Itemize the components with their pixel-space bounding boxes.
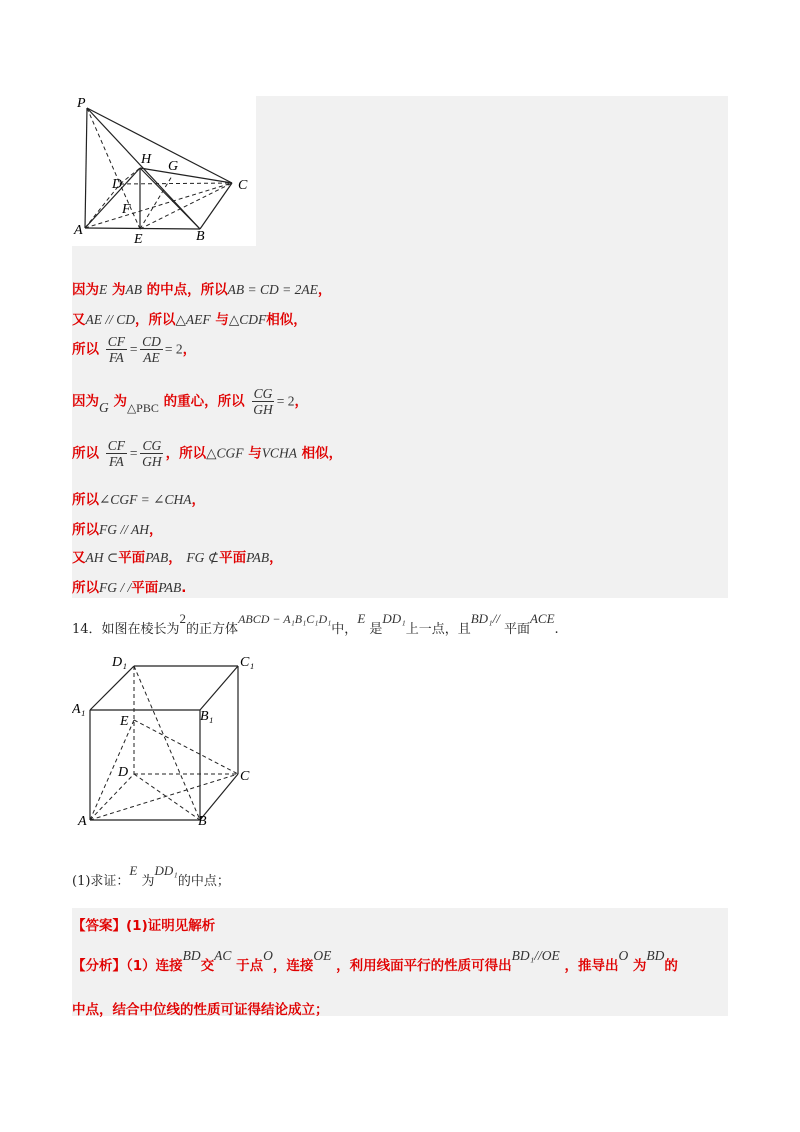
text: ， [317, 282, 332, 298]
proof-line-5 [72, 438, 342, 469]
math: E [357, 611, 366, 626]
text: 上一点，且 [405, 622, 471, 637]
label-A: A [78, 814, 87, 829]
label-D: D [118, 765, 129, 780]
math: E [129, 863, 138, 878]
proof-line-3 [72, 334, 196, 365]
text: 是 [369, 622, 383, 637]
math: PAB [158, 580, 182, 595]
text: 因为 [72, 393, 99, 410]
text: 的重心，所以 [163, 393, 245, 410]
proof-line-7 [72, 518, 163, 538]
numerator: CG [253, 386, 273, 401]
text: (1)求证： [72, 874, 130, 889]
text: 为 [632, 958, 647, 974]
text: 的正方体 [186, 622, 239, 637]
text: 相似， [266, 312, 307, 328]
math: O [618, 948, 629, 963]
label-E: E [120, 714, 129, 729]
text: 为 [141, 874, 155, 889]
fraction-cf-fa [106, 438, 127, 469]
numerator: CD [142, 334, 161, 349]
fraction-cg-gh [251, 386, 275, 417]
text: 又 [72, 312, 86, 328]
math: O [263, 948, 273, 963]
math: ABCD − A₁B₁C₁D₁ [238, 612, 332, 626]
math: ACE [529, 611, 555, 626]
figure-cube [72, 650, 272, 835]
math: AC [214, 948, 232, 963]
text: 平面 [131, 580, 159, 596]
numerator: CF [107, 334, 125, 349]
text: 14．如图在棱长为 [72, 622, 180, 637]
text: ， [294, 393, 309, 410]
text: 所以 [72, 522, 99, 538]
math: = [128, 341, 139, 357]
text: 所以 [72, 492, 99, 508]
math: △CGF [206, 445, 244, 461]
figure-pyramid [72, 96, 256, 246]
label-C: C [240, 769, 250, 784]
label-C: C [238, 178, 248, 193]
math: PAB [145, 550, 169, 565]
math: = [128, 445, 139, 461]
text: 所以 [72, 445, 99, 462]
math: AH ⊂ [85, 550, 119, 565]
math: BD [182, 948, 201, 963]
fraction-cg-gh [140, 438, 164, 469]
math: E [99, 282, 108, 297]
label-E: E [134, 232, 143, 246]
text: ， [168, 550, 182, 566]
label-D1: D₁ [112, 655, 127, 670]
text: ， [182, 341, 197, 358]
math: △PBC [126, 400, 159, 415]
math: DD₁ [382, 611, 406, 626]
text: ， [191, 492, 205, 508]
text: . [554, 622, 559, 637]
label-H: H [141, 152, 152, 167]
math: VCHA [261, 445, 297, 461]
math: FG // AH [99, 522, 149, 537]
math: ∠CGF = ∠CHA [99, 492, 192, 507]
answer-text: (1)证明见解析 [126, 918, 216, 934]
label-B: B [198, 814, 207, 829]
math: AB = CD = 2AE [227, 282, 318, 297]
numerator: CF [107, 438, 125, 453]
denominator: FA [108, 350, 124, 365]
text: 平面 [219, 550, 247, 566]
text: 所以 [72, 341, 99, 358]
answer-line [72, 914, 215, 934]
denominator: GH [253, 402, 273, 417]
math: AB [125, 282, 142, 297]
proof-line-9 [72, 576, 186, 596]
question-1 [72, 863, 230, 889]
label-P: P [77, 96, 86, 111]
fraction-cf-fa [106, 334, 127, 365]
text: （1）连接 [126, 958, 183, 974]
text: ， [269, 550, 283, 566]
analysis-label: 【分析】 [72, 958, 126, 974]
math: = 2 [164, 341, 183, 357]
math: FG / / [99, 580, 132, 595]
math: G [99, 399, 109, 415]
proof-line-8 [72, 546, 283, 566]
math: DD₁ [154, 863, 178, 878]
proof-line-4 [72, 386, 308, 417]
text: ，推导出 [564, 958, 619, 974]
text: 为 [113, 393, 127, 410]
text: ， [149, 522, 163, 538]
math: AE // CD [85, 312, 135, 327]
proof-line-1 [72, 278, 331, 298]
math: △AEF [175, 312, 211, 327]
text: 的中点，所以 [146, 282, 228, 298]
denominator: GH [142, 454, 162, 469]
label-B1: B₁ [200, 709, 214, 724]
denominator: FA [108, 454, 124, 469]
math: PAB [246, 550, 270, 565]
problem-14-statement [72, 611, 559, 637]
text: 因为 [72, 282, 99, 298]
answer-label: 【答案】 [72, 918, 126, 934]
text: ，所以 [135, 312, 176, 328]
numerator: CG [142, 438, 162, 453]
text: ，所以 [165, 445, 207, 462]
text: 为 [111, 282, 126, 298]
text: 于点 [236, 958, 264, 974]
analysis-line-1 [72, 948, 678, 974]
math: BD₁//OE [511, 948, 560, 963]
proof-line-6 [72, 488, 205, 508]
proof-line-2 [72, 308, 307, 328]
fraction-cd-ae [140, 334, 163, 365]
label-C1: C₁ [240, 655, 255, 670]
text: 又 [72, 550, 86, 566]
math: = 2 [276, 393, 295, 409]
label-G: G [168, 159, 179, 174]
label-A1: A₁ [72, 702, 86, 717]
label-B: B [196, 229, 205, 244]
denominator: AE [143, 350, 160, 365]
text: ，连接 [272, 958, 314, 974]
math: BD [646, 948, 665, 963]
label-F: F [122, 202, 131, 217]
math: OE [313, 948, 332, 963]
text: . [181, 580, 187, 596]
text: 与 [215, 312, 229, 328]
text: 中， [331, 622, 358, 637]
text: 平面 [503, 622, 530, 637]
math: FG ⊄ [186, 550, 220, 565]
text: 交 [200, 958, 215, 974]
text: 的中点； [177, 874, 230, 889]
text: 与 [248, 445, 262, 462]
math: △CDF [228, 312, 267, 327]
label-D: D [112, 177, 123, 192]
text: 中点，结合中位线的性质可证得结论成立； [72, 1002, 329, 1018]
text: 平面 [118, 550, 146, 566]
analysis-line-2 [72, 998, 329, 1018]
math: BD₁// [470, 611, 500, 626]
label-A: A [74, 223, 83, 238]
text: 相似， [301, 445, 343, 462]
text: 所以 [72, 580, 99, 596]
math: 2 [179, 611, 187, 626]
text: ，利用线面平行的性质可得出 [336, 958, 512, 974]
text: 的 [664, 958, 678, 974]
